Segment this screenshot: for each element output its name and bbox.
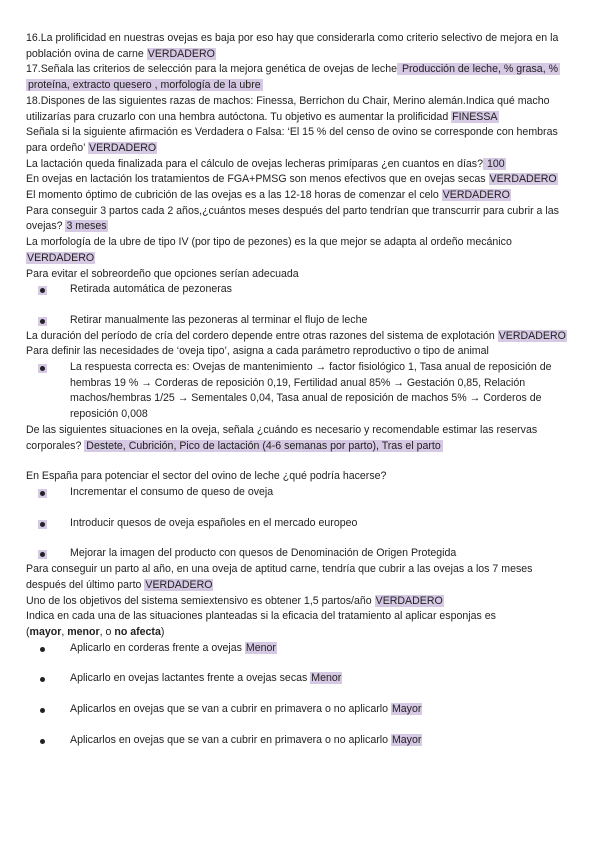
question-17 <box>26 62 571 93</box>
bullet-icon <box>38 317 47 326</box>
list-item <box>26 641 571 657</box>
list-item <box>26 360 571 423</box>
list-item <box>26 546 571 562</box>
option-text: Incrementar el consumo de queso de oveja <box>70 485 274 498</box>
question-text: De las siguientes situaciones en la oveja, señala ¿cuándo es necesario y recomendable estimar las reservas corporales? <box>26 423 538 452</box>
question-text: 16.La prolificidad en nuestras ovejas es baja por eso hay que considerarla como criterio selectivo de mejora en la población ovina de carne <box>26 32 559 60</box>
answer-highlight: VERDADERO <box>27 251 95 264</box>
bullet-icon <box>38 520 47 529</box>
bullet-icon <box>38 737 47 746</box>
option-text: Mejorar la imagen del producto con quesos de Denominación de Origen Protegida <box>70 547 457 560</box>
option-no-afecta: no afecta <box>114 625 161 638</box>
question-28 <box>26 423 571 454</box>
question-32-options: (mayor, menor, o no afecta) <box>26 625 165 638</box>
answer-highlight: Producción de leche, % grasa, % proteína, extracto quesero , morfología de la ubre <box>28 63 559 92</box>
answer-highlight: 3 meses <box>66 220 107 233</box>
question-27: Para definir las necesidades de ‘oveja tipo’, asigna a cada parámetro reproductivo o tipo de animal <box>26 345 489 358</box>
answer-highlight: 100 <box>484 157 505 170</box>
bullet-icon <box>38 706 47 715</box>
answer-highlight: Mayor <box>391 733 422 746</box>
question-text: Uno de los objetivos del sistema semiextensivo es obtener 1,5 partos/año <box>26 594 375 607</box>
answer-list <box>26 360 571 423</box>
question-text: Para conseguir un parto al año, en una oveja de aptitud carne, tendría que cubrir a las ovejas a los 7 meses después del último parto <box>26 563 533 591</box>
option-text: Aplicarlos en ovejas que se van a cubrir en primavera o no aplicarlo <box>70 703 391 716</box>
bullet-icon <box>38 675 47 684</box>
question-23 <box>26 204 571 235</box>
bullet-icon <box>38 286 47 295</box>
list-item <box>26 733 571 749</box>
question-text: Para conseguir 3 partos cada 2 años,¿cuántos meses después del parto tendrían que transcurrir para cubrir a las ovejas? <box>26 204 559 233</box>
answer-highlight: VERDADERO <box>147 47 215 60</box>
document-body <box>26 31 571 748</box>
question-text: 17.Señala las criterios de selección para la mejora genética de ovejas de leche <box>26 63 398 76</box>
question-16 <box>26 31 571 62</box>
option-text: Aplicarlo en corderas frente a ovejas <box>70 641 245 654</box>
question-text: En ovejas en lactación los tratamientos de FGA+PMSG son menos efectivos que en ovejas secas <box>26 173 489 186</box>
answer-highlight: VERDADERO <box>145 578 213 591</box>
answer-highlight: Destete, Cubrición, Pico de lactación (4-6 semanas por parto), Tras el parto <box>86 439 441 452</box>
answer-highlight: VERDADERO <box>442 189 510 202</box>
question-18 <box>26 94 571 125</box>
question-22 <box>26 188 571 204</box>
question-text: La morfología de la ubre de tipo IV (por tipo de pezones) es la que mejor se adapta al ordeño mecánico <box>26 236 512 249</box>
answer-list <box>26 485 571 562</box>
option-text: Aplicarlo en ovejas lactantes frente a ovejas secas <box>70 672 311 685</box>
question-25: Para evitar el sobreordeño que opciones serían adecuada <box>26 267 299 280</box>
option-menor: menor <box>67 625 100 638</box>
list-item <box>26 485 571 501</box>
answer-highlight: VERDADERO <box>375 594 443 607</box>
question-19 <box>26 125 571 156</box>
question-29: En España para potenciar el sector del ovino de leche ¿qué podría hacerse? <box>26 470 387 483</box>
bullet-icon <box>38 364 47 373</box>
option-text: La respuesta correcta es: Ovejas de mantenimiento → factor fisiológico 1, Tasa anual de reposición de hembras 19 % → Corderas de reposición 0,19, Fertilidad anual 85% → Gestación 0,85, Relación machos/hembras 1/25 → Sementales 0,04, Tasa anual de reposición de machos 5% → Corderos de reposición 0,008 <box>70 361 552 421</box>
bullet-icon <box>38 645 47 654</box>
question-30 <box>26 562 571 593</box>
list-item <box>26 516 571 532</box>
answer-highlight: Menor <box>245 641 276 654</box>
question-text: 18.Dispones de las siguientes razas de machos: Finessa, Berrichon du Chair, Merino alemán.Indica qué macho utilizarías para cruzarlo con una hembra autóctona. Tu objetivo es aumentar la prolificidad <box>26 94 550 123</box>
question-31 <box>26 594 571 610</box>
question-32: Indica en cada una de las situaciones planteadas si la eficacia del tratamiento al aplicar esponjas es <box>26 610 496 623</box>
option-text: Retirar manualmente las pezoneras al terminar el flujo de leche <box>70 313 368 326</box>
answer-highlight: VERDADERO <box>489 173 557 186</box>
option-mayor: mayor <box>29 625 62 638</box>
question-text: La lactación queda finalizada para el cálculo de ovejas lecheras primíparas ¿en cuantos en días? <box>26 157 483 170</box>
question-24 <box>26 235 571 266</box>
question-26 <box>26 329 571 345</box>
answer-list <box>26 641 571 749</box>
list-item <box>26 282 571 298</box>
question-text: Señala si la siguiente afirmación es Verdadera o Falsa: ‘El 15 % del censo de ovino se corresponde con hembras para ordeño’ <box>26 126 558 154</box>
answer-highlight: Mayor <box>391 703 422 716</box>
list-item <box>26 313 571 329</box>
bullet-icon <box>38 550 47 559</box>
option-text: Retirada automática de pezoneras <box>70 283 232 296</box>
answer-highlight: VERDADERO <box>89 141 157 154</box>
answer-highlight: FINESSA <box>452 110 498 123</box>
question-21 <box>26 172 571 188</box>
question-20 <box>26 157 571 173</box>
question-text: El momento óptimo de cubrición de las ovejas es a las 12-18 horas de comenzar el celo <box>26 189 442 202</box>
question-text: La duración del período de cría del cordero depende entre otras razones del sistema de explotación <box>26 329 498 342</box>
option-text: Aplicarlos en ovejas que se van a cubrir en primavera o no aplicarlo <box>70 733 391 746</box>
answer-list <box>26 282 571 328</box>
bullet-icon <box>38 489 47 498</box>
option-text: Introducir quesos de oveja españoles en el mercado europeo <box>70 516 358 529</box>
list-item <box>26 671 571 687</box>
list-item <box>26 702 571 718</box>
answer-highlight: VERDADERO <box>498 329 566 342</box>
answer-highlight: Menor <box>311 672 342 685</box>
